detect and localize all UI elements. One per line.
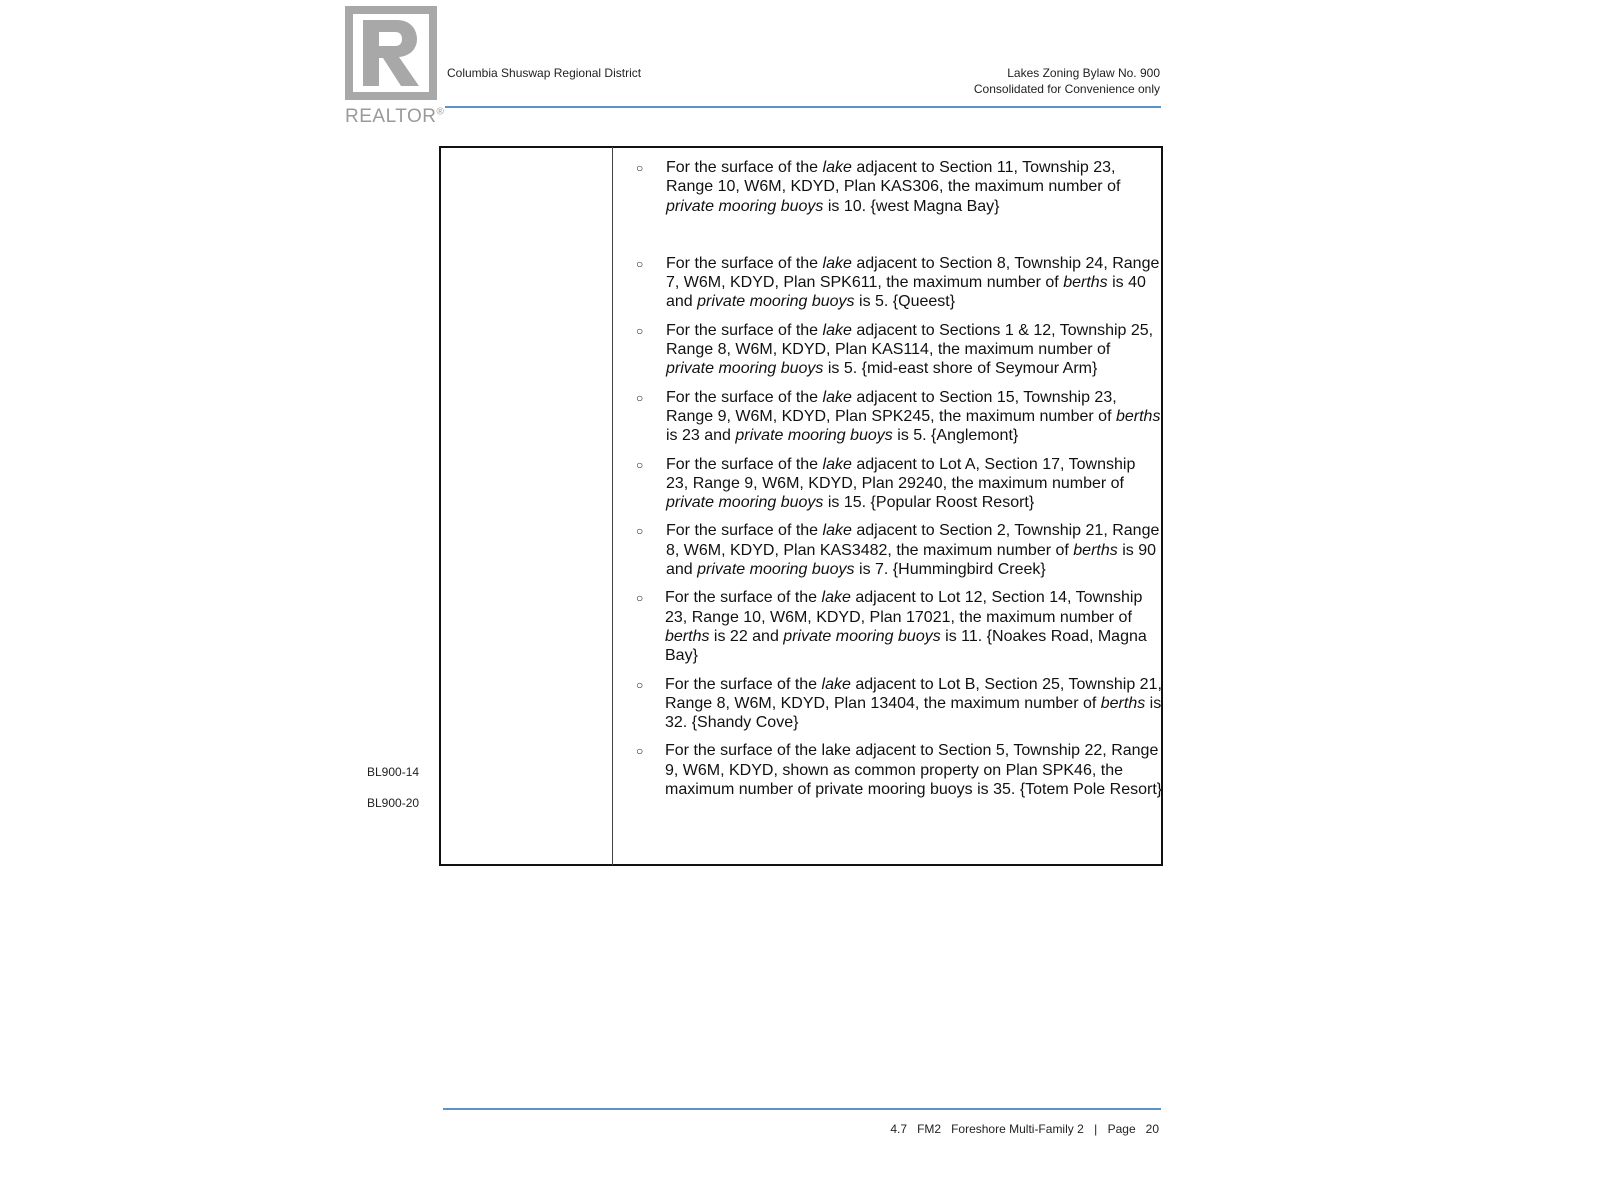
list-item	[630, 388, 1162, 446]
footer-rule	[443, 1108, 1161, 1110]
hollow-bullet-icon: ○	[636, 161, 644, 175]
provision-list	[630, 158, 1162, 808]
provision-text: For the surface of the lake adjacent to Lot B, Section 25, Township 21, Range 8, W6M, KDYD, Plan 13404, the maximum number of berths is 32. {Shandy Cove}	[665, 675, 1162, 732]
header-rule	[445, 106, 1161, 108]
hollow-bullet-icon: ○	[636, 677, 644, 692]
provision-text: For the surface of the lake adjacent to Section 15, Township 23, Range 9, W6M, KDYD, Plan SPK245, the maximum number of berths is 23 and private mooring buoys is 5. {Anglemont}	[666, 388, 1161, 445]
table-column-divider	[612, 147, 613, 865]
hollow-bullet-icon: ○	[636, 323, 644, 338]
hollow-bullet-icon: ○	[636, 524, 644, 539]
list-item	[630, 321, 1162, 379]
margin-note-amendment: BL900-20	[367, 796, 420, 810]
provision-text: For the surface of the lake adjacent to Section 5, Township 22, Range 9, W6M, KDYD, shown as common property on Plan SPK46, the maximum number of private mooring buoys is 35. {Totem Pole Resort}	[665, 742, 1163, 799]
hollow-bullet-icon: ○	[636, 591, 644, 606]
footer-zone-name: Foreshore Multi-Family 2	[951, 1122, 1084, 1136]
header-organization: Columbia Shuswap Regional District	[447, 66, 642, 80]
list-item	[632, 675, 1164, 733]
hollow-bullet-icon: ○	[636, 256, 644, 271]
list-item	[632, 741, 1164, 799]
hollow-bullet-icon: ○	[636, 457, 644, 472]
realtor-wordmark: REALTOR®	[345, 106, 445, 127]
list-item	[630, 158, 1162, 216]
provision-text: For the surface of the lake adjacent to Sections 1 & 12, Township 25, Range 8, W6M, KDYD, Plan KAS114, the maximum number of private mooring buoys is 5. {mid-east shore of Seymour Arm}	[666, 321, 1154, 378]
footer-page-number: 20	[1145, 1122, 1159, 1136]
header-document-title	[974, 66, 1160, 97]
hollow-bullet-icon: ○	[636, 390, 644, 405]
page-footer	[890, 1122, 1159, 1136]
footer-section-number: 4.7	[890, 1122, 908, 1136]
provision-text: For the surface of the lake adjacent to Section 8, Township 24, Range 7, W6M, KDYD, Plan SPK611, the maximum number of berths is 40 and private mooring buoys is 5. {Queest}	[666, 254, 1160, 311]
margin-note-amendment: BL900-14	[367, 765, 420, 779]
list-item	[630, 254, 1162, 312]
footer-page-label: Page	[1107, 1122, 1136, 1136]
provision-text: For the surface of the lake adjacent to Section 2, Township 21, Range 8, W6M, KDYD, Plan KAS3482, the maximum number of berths is 90 and private mooring buoys is 7. {Hummingbird Creek}	[666, 522, 1160, 579]
header-bylaw-title: Lakes Zoning Bylaw No. 900	[1007, 66, 1160, 80]
provision-text: For the surface of the lake adjacent to Section 11, Township 23, Range 10, W6M, KDYD, Plan KAS306, the maximum number of private mooring buoys is 10. {west Magna Bay}	[666, 159, 1121, 215]
realtor-r-icon	[345, 6, 437, 100]
list-item	[630, 521, 1162, 579]
list-item	[630, 455, 1162, 513]
footer-zone-code: FM2	[917, 1122, 942, 1136]
hollow-bullet-icon: ○	[636, 744, 644, 759]
list-item	[632, 588, 1164, 665]
realtor-logo	[345, 6, 449, 126]
provision-text: For the surface of the lake adjacent to Lot 12, Section 14, Township 23, Range 10, W6M, KDYD, Plan 17021, the maximum number of berths is 22 and private mooring buoys is 11. {Noakes Road, Magna Bay}	[665, 589, 1147, 665]
provision-text: For the surface of the lake adjacent to Lot A, Section 17, Township 23, Range 9, W6M, KDYD, Plan 29240, the maximum number of private mooring buoys is 15. {Popular Roost Resort}	[666, 455, 1136, 512]
footer-separator: |	[1094, 1122, 1098, 1136]
header-consolidation-note: Consolidated for Convenience only	[973, 81, 1160, 96]
